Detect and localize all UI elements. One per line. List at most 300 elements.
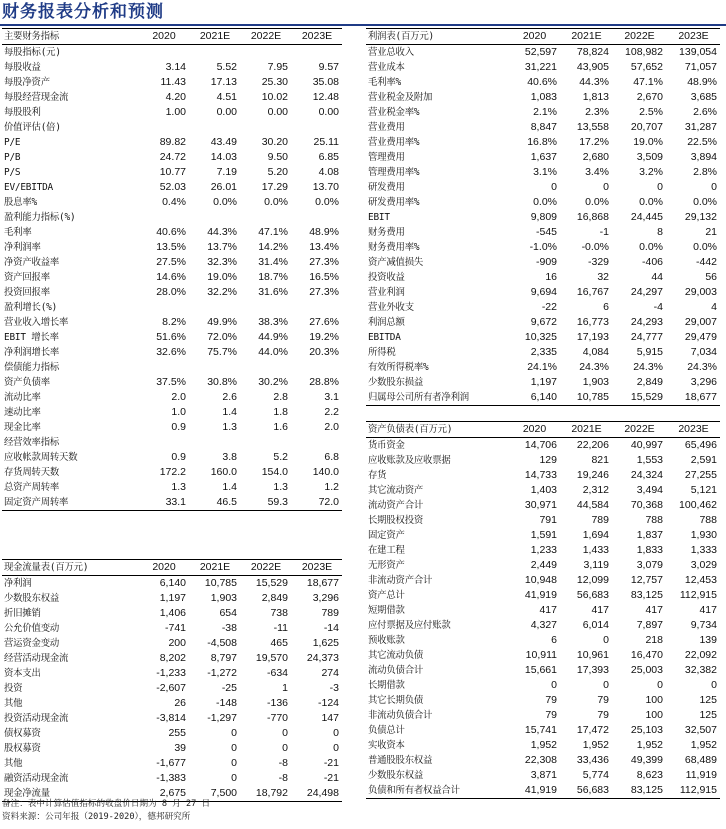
year-header: 2020 — [138, 29, 189, 45]
row-value: 2,849 — [261, 592, 288, 604]
table-row — [366, 738, 720, 753]
row-label: 资产总计 — [368, 590, 405, 601]
row-value: 0.0% — [693, 241, 717, 253]
row-value: 29,479 — [684, 331, 717, 343]
row-value: 791 — [539, 514, 557, 526]
row-value: 9,672 — [530, 316, 557, 328]
row-value — [189, 45, 240, 61]
row-value: 3,494 — [636, 484, 663, 496]
row-label: 每股收益 — [4, 62, 41, 73]
table-row — [2, 711, 342, 726]
row-value: 27.5% — [156, 256, 186, 268]
row-value: 1,197 — [159, 592, 186, 604]
row-value: 15,529 — [612, 390, 666, 406]
table-row — [366, 180, 720, 195]
row-value: 11,919 — [685, 769, 717, 781]
table-row — [2, 726, 342, 741]
row-value: 3,119 — [583, 559, 609, 571]
row-value: 13.5% — [156, 241, 186, 253]
row-label: 毛利率% — [368, 77, 401, 88]
row-value: 0 — [231, 757, 237, 769]
row-label: 少数股东权益 — [368, 770, 424, 781]
table-row — [2, 150, 342, 165]
source-note: 资料来源：公司年报（2019-2020），德邦研究所 — [2, 812, 191, 822]
row-value: -770 — [266, 712, 288, 724]
table-header-label: 主要财务指标 — [2, 29, 138, 45]
row-value: 10,948 — [524, 574, 557, 586]
row-label: 融资活动现金流 — [4, 773, 69, 784]
row-value: 27.6% — [309, 316, 339, 328]
table-row — [366, 105, 720, 120]
row-value: 19.2% — [309, 331, 339, 343]
row-value: 79 — [545, 709, 557, 721]
table-row — [2, 375, 342, 390]
year-header: 2022E — [612, 29, 666, 45]
row-label: 净利润率 — [4, 242, 41, 253]
row-value — [138, 45, 189, 61]
row-value: 25.11 — [313, 136, 339, 148]
table-row — [366, 135, 720, 150]
row-value: 8,202 — [159, 652, 186, 664]
row-value: 788 — [645, 514, 663, 526]
row-value: 112,915 — [666, 783, 720, 799]
row-label: 有效所得税率% — [368, 362, 429, 373]
row-value: 16,868 — [576, 211, 609, 223]
row-value: 10.77 — [159, 166, 186, 178]
row-value: 5,121 — [690, 484, 717, 496]
row-value: 17.29 — [261, 181, 288, 193]
table-row — [2, 180, 342, 195]
row-value: 0 — [603, 181, 609, 193]
row-value — [240, 360, 291, 375]
table-row — [2, 696, 342, 711]
row-value: 24,373 — [306, 652, 339, 664]
page-title: 财务报表分析和预测 — [2, 2, 164, 22]
row-value: -8 — [278, 772, 288, 784]
row-value: 4 — [711, 301, 717, 313]
row-value: 0.00 — [267, 106, 288, 118]
row-value: 22,206 — [576, 439, 609, 451]
row-value: 2,312 — [582, 484, 609, 496]
row-value: 1.3 — [171, 481, 186, 493]
table-row — [2, 651, 342, 666]
row-label: 应收账款及应收票据 — [368, 455, 451, 466]
table-row — [366, 783, 720, 799]
row-label: 少数股东权益 — [4, 593, 60, 604]
row-value: 75.7% — [207, 346, 237, 358]
row-label: 固定资产周转率 — [2, 495, 138, 511]
row-label: 每股经营现金流 — [4, 92, 69, 103]
table-row — [2, 606, 342, 621]
table-row — [2, 240, 342, 255]
table-row — [2, 636, 342, 651]
table-row — [366, 285, 720, 300]
row-value: 0 — [603, 679, 609, 691]
row-label: 管理费用 — [368, 152, 405, 163]
row-value: 32,382 — [684, 664, 717, 676]
table-row — [366, 693, 720, 708]
row-value: 18.7% — [258, 271, 288, 283]
row-value: -1,383 — [156, 772, 186, 784]
row-value: 654 — [219, 607, 237, 619]
row-value: 28.8% — [309, 376, 339, 388]
row-value: 12,757 — [630, 574, 663, 586]
row-value: 139 — [699, 634, 717, 646]
cashflow-statement-table — [2, 559, 342, 802]
row-label: 营业费用 — [368, 122, 405, 133]
row-value: 1,333 — [690, 544, 717, 556]
row-value: 43,905 — [576, 61, 609, 73]
row-value: 0.0% — [693, 196, 717, 208]
row-value: 33.1 — [138, 495, 189, 511]
table-row — [2, 480, 342, 495]
row-value: 40.6% — [527, 76, 557, 88]
row-value: 70,368 — [630, 499, 663, 511]
row-value: 79 — [545, 694, 557, 706]
table-row — [366, 390, 720, 406]
row-label: 速动比率 — [4, 407, 41, 418]
row-value: 789 — [591, 514, 609, 526]
row-value: 18,677 — [666, 390, 720, 406]
row-label: 折旧摊销 — [4, 608, 41, 619]
row-value: 1.3 — [273, 481, 288, 493]
table-row — [366, 453, 720, 468]
row-value: 4.51 — [216, 91, 237, 103]
row-value: 1,403 — [530, 484, 557, 496]
row-label: 普通股股东权益 — [368, 755, 433, 766]
row-value: 33,436 — [576, 754, 609, 766]
row-label: 负债总计 — [368, 725, 405, 736]
row-value: 2,591 — [690, 454, 717, 466]
row-value: 788 — [699, 514, 717, 526]
row-value: 7,034 — [690, 346, 717, 358]
year-header: 2023E — [291, 29, 342, 45]
row-value: -25 — [221, 682, 237, 694]
row-value: 0 — [231, 727, 237, 739]
row-value: 24,445 — [630, 211, 663, 223]
row-value: 6 — [603, 301, 609, 313]
row-value: 71,057 — [684, 61, 717, 73]
row-label: 其他 — [4, 758, 23, 769]
row-value: 1,952 — [690, 739, 717, 751]
table-row — [2, 210, 342, 225]
row-value: -2,607 — [156, 682, 186, 694]
row-value: 200 — [168, 637, 186, 649]
row-value: 24,777 — [630, 331, 663, 343]
row-value: 2.3% — [585, 106, 609, 118]
table-row — [2, 45, 342, 61]
row-value: 1,952 — [636, 739, 663, 751]
row-value: 1,837 — [636, 529, 663, 541]
row-value: 274 — [321, 667, 339, 679]
row-value: 35.08 — [312, 76, 339, 88]
row-value: 19.0% — [633, 136, 663, 148]
row-value: 14.03 — [210, 151, 237, 163]
row-value: 57,652 — [630, 61, 663, 73]
row-value: 24.72 — [159, 151, 186, 163]
row-label: 流动比率 — [4, 392, 41, 403]
row-value: 0 — [551, 679, 557, 691]
row-value: 3.2% — [639, 166, 663, 178]
row-value: 112,915 — [679, 589, 717, 601]
year-header: 2022E — [240, 29, 291, 45]
row-value: 40,997 — [630, 439, 663, 451]
row-value: 0 — [231, 742, 237, 754]
row-value — [240, 435, 291, 450]
row-label: 营业总收入 — [368, 47, 414, 58]
row-value: 25,103 — [630, 724, 663, 736]
row-label: 其它流动负债 — [368, 650, 424, 661]
row-value: 9.50 — [267, 151, 288, 163]
row-value: 19,570 — [255, 652, 288, 664]
row-value — [189, 120, 240, 135]
row-value: -136 — [266, 697, 288, 709]
row-value: 0 — [657, 181, 663, 193]
row-value: 79 — [597, 709, 609, 721]
table-row — [366, 300, 720, 315]
row-value: -634 — [266, 667, 288, 679]
year-header: 2021E — [189, 29, 240, 45]
table-row — [2, 465, 342, 480]
row-value: 83,125 — [612, 783, 666, 799]
row-value: 47.1% — [633, 76, 663, 88]
row-value: 4,084 — [582, 346, 609, 358]
row-label: EBIT 增长率 — [4, 332, 59, 343]
row-value: 3,894 — [690, 151, 717, 163]
row-label: 资产减值损失 — [368, 257, 424, 268]
row-label: 应付票据及应付账款 — [368, 620, 451, 631]
row-label: 其它长期负债 — [368, 695, 424, 706]
row-label: 经营活动现金流 — [4, 653, 69, 664]
row-label: 经营效率指标 — [4, 437, 60, 448]
row-value: 46.5 — [189, 495, 240, 511]
row-value: 30.8% — [207, 376, 237, 388]
table-row — [366, 603, 720, 618]
row-value: 13.4% — [309, 241, 339, 253]
row-value: 0 — [657, 679, 663, 691]
row-value: 465 — [270, 637, 288, 649]
row-value: 2,335 — [530, 346, 557, 358]
row-label: 流动资产合计 — [368, 500, 424, 511]
row-value: 68,489 — [684, 754, 717, 766]
row-value: 5.52 — [216, 61, 237, 73]
row-value: 31,287 — [684, 121, 717, 133]
row-value: 6.8 — [324, 451, 339, 463]
table-row — [2, 345, 342, 360]
row-value: 13.70 — [312, 181, 339, 193]
row-value: 30.2% — [258, 376, 288, 388]
financial-indicators-table — [2, 28, 342, 511]
row-value: -1.0% — [529, 241, 557, 253]
row-value — [291, 435, 342, 450]
row-label: 现金净流量 — [2, 786, 138, 802]
row-value: 1,903 — [210, 592, 237, 604]
row-value: -442 — [695, 256, 717, 268]
year-header: 2021E — [560, 29, 612, 45]
row-value: 821 — [591, 454, 609, 466]
table-row — [2, 225, 342, 240]
row-label: 存货 — [368, 470, 387, 481]
row-value — [138, 210, 189, 225]
row-value: 65,496 — [684, 439, 717, 451]
row-value — [240, 210, 291, 225]
row-value: 14.6% — [156, 271, 186, 283]
table-row — [2, 420, 342, 435]
row-value: 6.85 — [318, 151, 339, 163]
row-label: 营业成本 — [368, 62, 405, 73]
row-value: 417 — [591, 604, 609, 616]
row-label: 货币资金 — [368, 440, 405, 451]
row-value: 16.5% — [309, 271, 339, 283]
valuation-date-note: 备注：表中计算估值指标的收盘价日期为 8 月 27 日 — [2, 799, 211, 809]
row-label: 非流动资产合计 — [368, 575, 433, 586]
row-value: 125 — [699, 694, 717, 706]
row-value: 6 — [551, 634, 557, 646]
table-row — [366, 225, 720, 240]
row-label: 所得税 — [368, 347, 396, 358]
row-value: 48.9% — [687, 76, 717, 88]
table-row — [2, 135, 342, 150]
table-row — [366, 375, 720, 390]
row-value: 417 — [645, 604, 663, 616]
row-value: 41,919 — [508, 783, 560, 799]
row-value: 14.2% — [258, 241, 288, 253]
table-row — [2, 270, 342, 285]
row-value: 24,498 — [291, 786, 342, 802]
row-label: 长期股权投资 — [368, 515, 424, 526]
row-value: -14 — [323, 622, 339, 634]
table-row — [366, 753, 720, 768]
row-label: 资本支出 — [4, 668, 41, 679]
row-value: 29,007 — [684, 316, 717, 328]
table-row — [366, 255, 720, 270]
row-value: 3.14 — [165, 61, 186, 73]
row-value — [291, 120, 342, 135]
year-header: 2020 — [138, 560, 189, 576]
row-value: -4,508 — [207, 637, 237, 649]
row-value: 40.6% — [156, 226, 186, 238]
row-value: 48.9% — [309, 226, 339, 238]
row-value: 44.9% — [258, 331, 288, 343]
row-label: 公允价值变动 — [4, 623, 60, 634]
row-value: 4.08 — [318, 166, 339, 178]
row-value: 2.8 — [273, 391, 288, 403]
table-row — [2, 741, 342, 756]
row-value: 1,406 — [159, 607, 186, 619]
table-row — [2, 285, 342, 300]
row-value — [189, 210, 240, 225]
table-row — [366, 708, 720, 723]
row-value: 47.1% — [258, 226, 288, 238]
year-header: 2021E — [560, 422, 612, 438]
table-row — [2, 165, 342, 180]
row-label: 固定资产 — [368, 530, 405, 541]
table-row — [366, 573, 720, 588]
row-value: 2.6 — [222, 391, 237, 403]
row-value: -406 — [641, 256, 663, 268]
row-value: -11 — [273, 622, 288, 634]
table-row — [2, 666, 342, 681]
row-value: 9,694 — [530, 286, 557, 298]
table-row — [366, 345, 720, 360]
row-value: 51.6% — [156, 331, 186, 343]
row-value: 0.0% — [315, 196, 339, 208]
row-value: 2,675 — [138, 786, 189, 802]
row-value: 0 — [603, 634, 609, 646]
row-value — [291, 360, 342, 375]
row-value: 49.9% — [207, 316, 237, 328]
row-value: 1,625 — [312, 637, 339, 649]
row-value: 7.19 — [216, 166, 237, 178]
row-value: 0.0% — [213, 196, 237, 208]
row-value: 0 — [711, 181, 717, 193]
table-row — [2, 450, 342, 465]
table-row — [2, 576, 342, 592]
row-value: 49,399 — [630, 754, 663, 766]
row-label: 每股净资产 — [4, 77, 50, 88]
row-value: 8,797 — [210, 652, 237, 664]
row-value: -148 — [215, 697, 237, 709]
row-value: 14,706 — [524, 439, 557, 451]
table-row — [366, 498, 720, 513]
row-value: 7.95 — [267, 61, 288, 73]
table-row — [366, 90, 720, 105]
row-value — [291, 45, 342, 61]
row-value: 12.48 — [312, 91, 339, 103]
row-value: 21 — [705, 226, 717, 238]
table-row — [366, 210, 720, 225]
row-value: 13,558 — [576, 121, 609, 133]
income-statement-table — [366, 28, 720, 406]
row-value: 417 — [699, 604, 717, 616]
row-value: 3,079 — [636, 559, 663, 571]
row-value: 32,507 — [684, 724, 717, 736]
row-value: 1,952 — [530, 739, 557, 751]
row-value: 32.3% — [207, 256, 237, 268]
year-header: 2021E — [189, 560, 240, 576]
year-header: 2022E — [612, 422, 666, 438]
year-header: 2020 — [508, 29, 560, 45]
row-value: 147 — [321, 712, 339, 724]
row-value: 3,509 — [636, 151, 663, 163]
row-value: -909 — [535, 256, 557, 268]
row-value: 0.0% — [639, 196, 663, 208]
table-row — [366, 678, 720, 693]
row-value: 0.9 — [171, 451, 186, 463]
row-label: EBIT — [368, 212, 390, 223]
table-row — [366, 528, 720, 543]
table-row — [2, 435, 342, 450]
row-value: 2,680 — [582, 151, 609, 163]
row-label: 短期借款 — [368, 605, 405, 616]
table-header-label: 现金流量表(百万元) — [2, 560, 138, 576]
year-header: 2023E — [666, 422, 720, 438]
table-row — [366, 468, 720, 483]
row-value: 72.0% — [207, 331, 237, 343]
row-label: 预收账款 — [368, 635, 405, 646]
table-row — [2, 120, 342, 135]
row-value: 3,296 — [690, 376, 717, 388]
row-value: 1,553 — [636, 454, 663, 466]
row-label: 盈利增长(%) — [4, 302, 58, 313]
row-value: 1,083 — [530, 91, 557, 103]
row-value: 22,308 — [524, 754, 557, 766]
row-value: -38 — [221, 622, 237, 634]
row-value: 18,792 — [240, 786, 291, 802]
table-header-label: 利润表(百万元) — [366, 29, 508, 45]
table-row — [2, 60, 342, 75]
row-label: 少数股东损益 — [368, 377, 424, 388]
